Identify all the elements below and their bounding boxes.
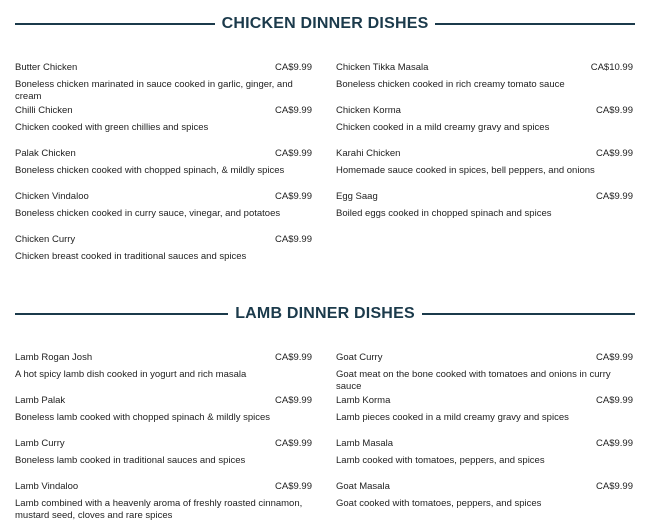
item-price: CA$9.99 xyxy=(275,438,312,449)
item-name: Chicken Korma xyxy=(336,105,401,116)
divider-line xyxy=(435,23,635,25)
divider-line xyxy=(15,313,228,315)
item-description: Lamb pieces cooked in a mild creamy gravy and spices xyxy=(336,412,569,423)
item-name: Palak Chicken xyxy=(15,148,76,159)
menu-item[interactable] xyxy=(15,148,312,191)
item-name: Goat Curry xyxy=(336,352,383,363)
item-price: CA$9.99 xyxy=(275,395,312,406)
chicken-section xyxy=(0,12,650,262)
item-description: Boneless chicken cooked in rich creamy tomato sauce xyxy=(336,79,565,90)
menu-item[interactable] xyxy=(15,352,312,395)
item-description: Lamb combined with a heavenly aroma of freshly roasted cinnamon, mustard seed, cloves and rare spices xyxy=(15,498,303,521)
item-name: Lamb Palak xyxy=(15,395,66,406)
section-title: CHICKEN DINNER DISHES xyxy=(221,15,429,32)
menu-column-left xyxy=(15,62,312,277)
item-price: CA$9.99 xyxy=(275,191,312,202)
menu-item[interactable] xyxy=(336,481,633,524)
item-name: Chicken Tikka Masala xyxy=(336,62,429,73)
item-name: Lamb Masala xyxy=(336,438,394,449)
item-description: A hot spicy lamb dish cooked in yogurt and rich masala xyxy=(15,369,247,380)
item-name: Chicken Vindaloo xyxy=(15,191,89,202)
menu-column-left xyxy=(15,352,312,524)
item-description: Boneless lamb cooked with chopped spinach & mildly spices xyxy=(15,412,271,423)
item-price: CA$9.99 xyxy=(596,105,633,116)
item-price: CA$10.99 xyxy=(590,62,633,73)
item-name: Lamb Curry xyxy=(15,438,65,449)
item-price: CA$9.99 xyxy=(275,148,312,159)
section-header xyxy=(0,12,650,36)
item-description: Chicken breast cooked in traditional sauces and spices xyxy=(15,251,247,262)
menu-item[interactable] xyxy=(336,438,633,481)
section-header xyxy=(0,302,650,326)
item-price: CA$9.99 xyxy=(275,352,312,363)
item-description: Boiled eggs cooked in chopped spinach and spices xyxy=(336,208,552,219)
item-description: Boneless chicken cooked with chopped spinach, & mildly spices xyxy=(15,165,285,176)
menu-item[interactable] xyxy=(15,438,312,481)
menu-column-right xyxy=(336,62,633,234)
item-name: Karahi Chicken xyxy=(336,148,401,159)
item-price: CA$9.99 xyxy=(596,481,633,492)
item-price: CA$9.99 xyxy=(275,105,312,116)
item-price: CA$9.99 xyxy=(275,234,312,245)
menu-item[interactable] xyxy=(15,191,312,234)
menu-item[interactable] xyxy=(15,395,312,438)
item-name: Butter Chicken xyxy=(15,62,78,73)
item-price: CA$9.99 xyxy=(596,395,633,406)
menu-item[interactable] xyxy=(15,62,312,105)
menu-item[interactable] xyxy=(15,105,312,148)
menu-item[interactable] xyxy=(336,191,633,234)
item-name: Egg Saag xyxy=(336,191,378,202)
item-name: Lamb Korma xyxy=(336,395,391,406)
section-title: LAMB DINNER DISHES xyxy=(235,305,415,322)
item-name: Chicken Curry xyxy=(15,234,76,245)
item-price: CA$9.99 xyxy=(275,62,312,73)
item-price: CA$9.99 xyxy=(596,438,633,449)
item-description: Boneless lamb cooked in traditional sauces and spices xyxy=(15,455,246,466)
item-description: Boneless chicken marinated in sauce cooked in garlic, ginger, and cream xyxy=(15,79,293,102)
item-price: CA$9.99 xyxy=(596,352,633,363)
divider-line xyxy=(15,23,215,25)
menu-item[interactable] xyxy=(336,352,633,395)
item-description: Boneless chicken cooked in curry sauce, vinegar, and potatoes xyxy=(15,208,281,219)
item-price: CA$9.99 xyxy=(275,481,312,492)
divider-line xyxy=(422,313,635,315)
item-price: CA$9.99 xyxy=(596,191,633,202)
item-name: Lamb Vindaloo xyxy=(15,481,79,492)
menu-item[interactable] xyxy=(336,105,633,148)
menu-column-right xyxy=(336,352,633,524)
lamb-section xyxy=(0,302,650,521)
item-description: Homemade sauce cooked in spices, bell peppers, and onions xyxy=(336,165,595,176)
menu-item[interactable] xyxy=(15,234,312,277)
menu-item[interactable] xyxy=(336,62,633,105)
menu-item[interactable] xyxy=(15,481,312,524)
item-name: Chilli Chicken xyxy=(15,105,73,116)
item-description: Goat cooked with tomatoes, peppers, and spices xyxy=(336,498,542,509)
item-name: Goat Masala xyxy=(336,481,390,492)
menu-item[interactable] xyxy=(336,148,633,191)
item-description: Goat meat on the bone cooked with tomatoes and onions in curry sauce xyxy=(336,369,611,392)
item-name: Lamb Rogan Josh xyxy=(15,352,93,363)
item-price: CA$9.99 xyxy=(596,148,633,159)
menu-item[interactable] xyxy=(336,395,633,438)
item-description: Chicken cooked with green chillies and spices xyxy=(15,122,209,133)
item-description: Lamb cooked with tomatoes, peppers, and spices xyxy=(336,455,545,466)
item-description: Chicken cooked in a mild creamy gravy and spices xyxy=(336,122,550,133)
